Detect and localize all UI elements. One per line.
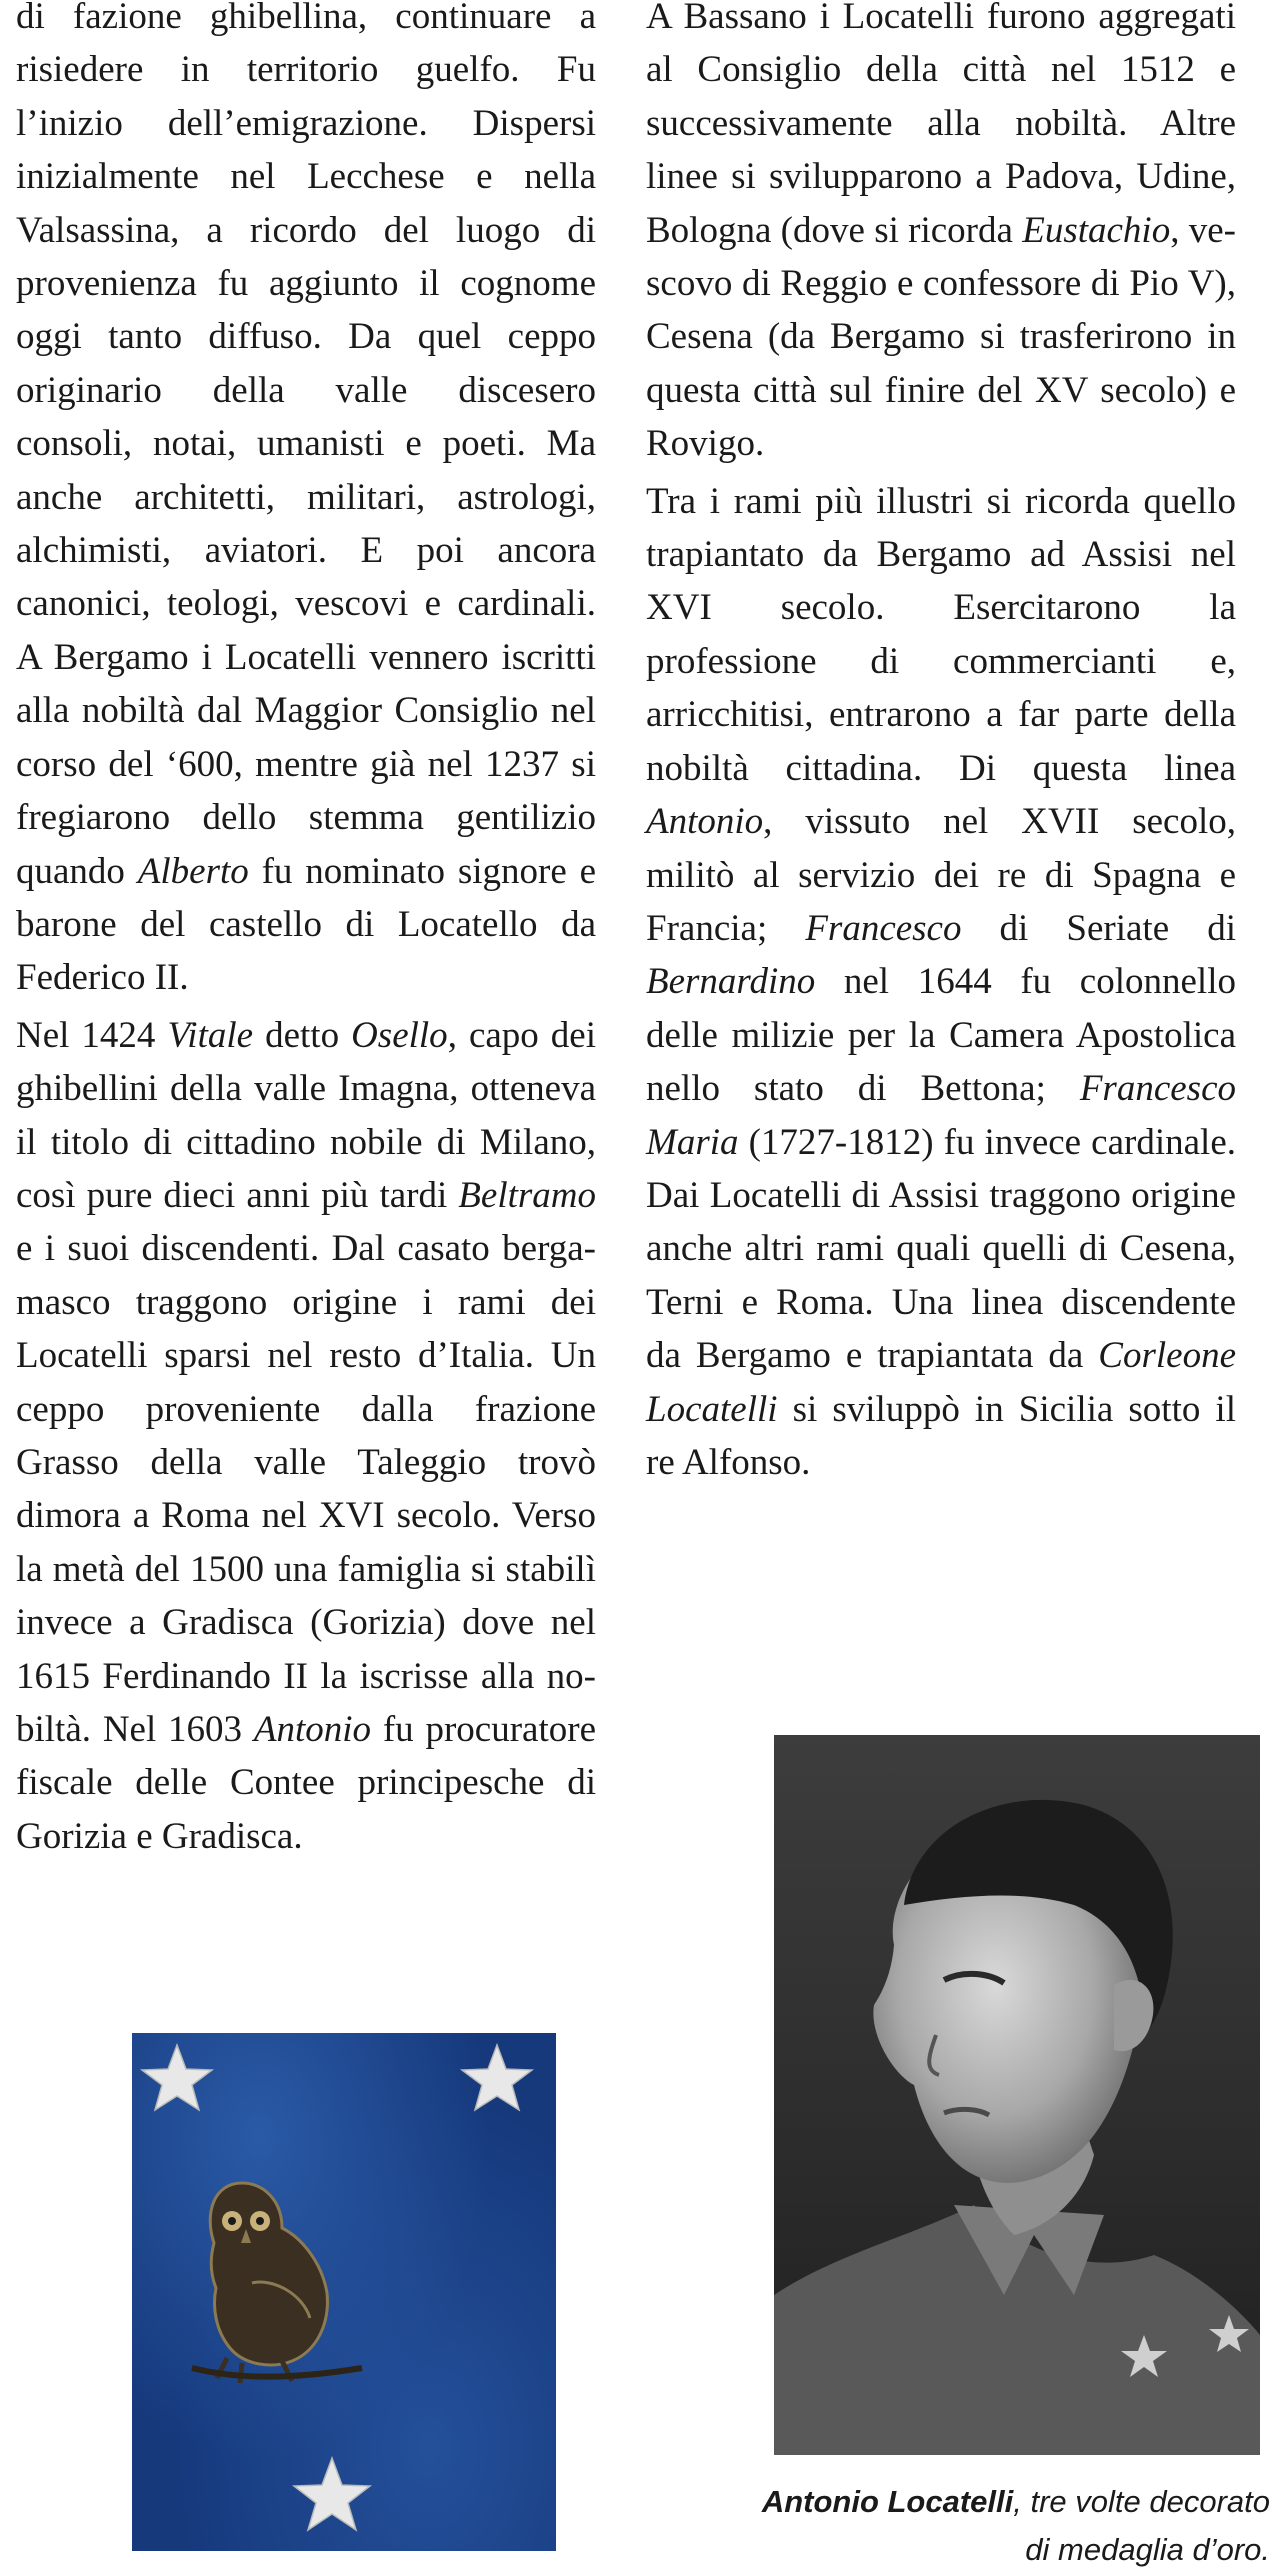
text-run: , vescovo di Reggio e confessore di Pio V), Cesena (da Bergamo si trasferirono in questa città sul finire del XV secolo) e Rovigo. xyxy=(646,209,1236,465)
italic-name: Corleone Locatelli xyxy=(646,1335,1236,1430)
text-run: , capo dei ghibellini della valle Imagna, otteneva il titolo di cittadino nobile di Milano, così pure dieci anni più tardi xyxy=(16,1014,596,1216)
caption-name: Antonio Locatelli xyxy=(761,2484,1014,2519)
text-run: fu nominato signore e barone del castello di Locatello da Federico II. xyxy=(16,850,596,999)
photo-caption xyxy=(760,2478,1270,2574)
text-run: (1727-1812) fu invece cardinale. Dai Locatelli di Assisi traggono origine anche altri rami quali quelli di Cesena, Terni e Roma. Una linea discendente da Bergamo e trapiantata da xyxy=(646,1121,1236,1377)
left-text-column xyxy=(16,0,596,1863)
portrait-drawing xyxy=(774,1735,1260,2455)
paragraph-assisi xyxy=(646,475,1236,1490)
text-run: Nel 1424 xyxy=(16,1014,168,1056)
star-top-right-icon xyxy=(462,2045,532,2110)
text-run: detto xyxy=(253,1014,352,1056)
coat-of-arms-drawing xyxy=(132,2033,556,2551)
text-run: di fazione ghibellina, continuare a risiedere in territorio guelfo. Fu l’inizio dell’emigrazione. Dispersi inizialmente nel Lecchese e nella Valsassina, a ricordo del luogo di provenienza fu aggiunto il cognome oggi tanto diffuso. Da quel ceppo originario della valle discesero consoli, notai, umanisti e poeti. Ma anche architetti, militari, astrologi, alchimisti, aviatori. E poi ancora canonici, teologi, vescovi e cardinali. A Bergamo i Locatelli vennero iscritti alla nobiltà dal Maggior Consiglio nel corso del ‘600, mentre già nel 1237 si fregiarono dello stemma gentilizio quando xyxy=(16,0,596,892)
portrait-photo xyxy=(774,1735,1260,2455)
text-run: di Seriate di xyxy=(961,907,1236,949)
text-run: Tra i rami più illustri si ricorda quello trapiantato da Bergamo ad Assisi nel XVI secolo. Esercitarono la professione di commercianti e, arricchitisi, entrarono a far parte della nobiltà cittadina. Di questa linea xyxy=(646,480,1236,789)
italic-name: Osello xyxy=(351,1014,448,1056)
text-run: e i suoi discendenti. Dal casato bergamasco traggono origine i rami dei Locatelli sparsi nel resto d’Italia. Un ceppo proveniente dalla frazione Grasso della valle Taleggio trovò dimora a Roma nel XVI secolo. Verso la metà del 1500 una famiglia si stabilì invece a Gradisca (Gorizia) dove nel 1615 Ferdinando II la iscrisse alla nobiltà. Nel 1603 xyxy=(16,1228,596,1750)
star-top-left-icon xyxy=(142,2045,212,2110)
right-text-column xyxy=(646,0,1236,1489)
italic-name: Francesco Maria xyxy=(646,1068,1236,1163)
ear-shape xyxy=(1114,1980,1153,2051)
italic-name: Alberto xyxy=(137,850,249,892)
italic-name: Beltramo xyxy=(458,1174,596,1216)
text-run: , vissuto nel XVII secolo, militò al servizio dei re di Spagna e Francia; xyxy=(646,801,1236,949)
text-run: si sviluppò in Sicilia sotto il re Alfonso. xyxy=(646,1388,1236,1483)
text-run: fu procuratore fiscale delle Contee principesche di Gorizia e Gradisca. xyxy=(16,1709,596,1857)
italic-name: Eustachio xyxy=(1022,209,1171,251)
italic-name: Antonio xyxy=(253,1709,372,1750)
paragraph-branches xyxy=(16,1009,596,1864)
italic-name: Bernardino xyxy=(646,961,816,1003)
text-run: nel 1644 fu colonnello delle milizie per la Camera Apostolica nello stato di Bettona; xyxy=(646,961,1236,1110)
coat-of-arms-image xyxy=(132,2033,556,2551)
caption-text: , tre volte decorato di medaglia d’oro. xyxy=(1013,2484,1270,2567)
owl-icon xyxy=(192,2183,362,2383)
italic-name: Vitale xyxy=(167,1014,254,1056)
italic-name: Antonio xyxy=(646,801,764,843)
star-bottom-icon xyxy=(294,2458,370,2530)
paragraph-bassano xyxy=(646,0,1236,471)
italic-name: Francesco xyxy=(805,907,962,949)
text-run: A Bassano i Locatelli furono aggregati al Consiglio della città nel 1512 e successivamente alla nobiltà. Altre linee si svilupparono a Padova, Udine, Bologna (dove si ricorda xyxy=(646,0,1236,251)
paragraph-origins xyxy=(16,0,596,1005)
